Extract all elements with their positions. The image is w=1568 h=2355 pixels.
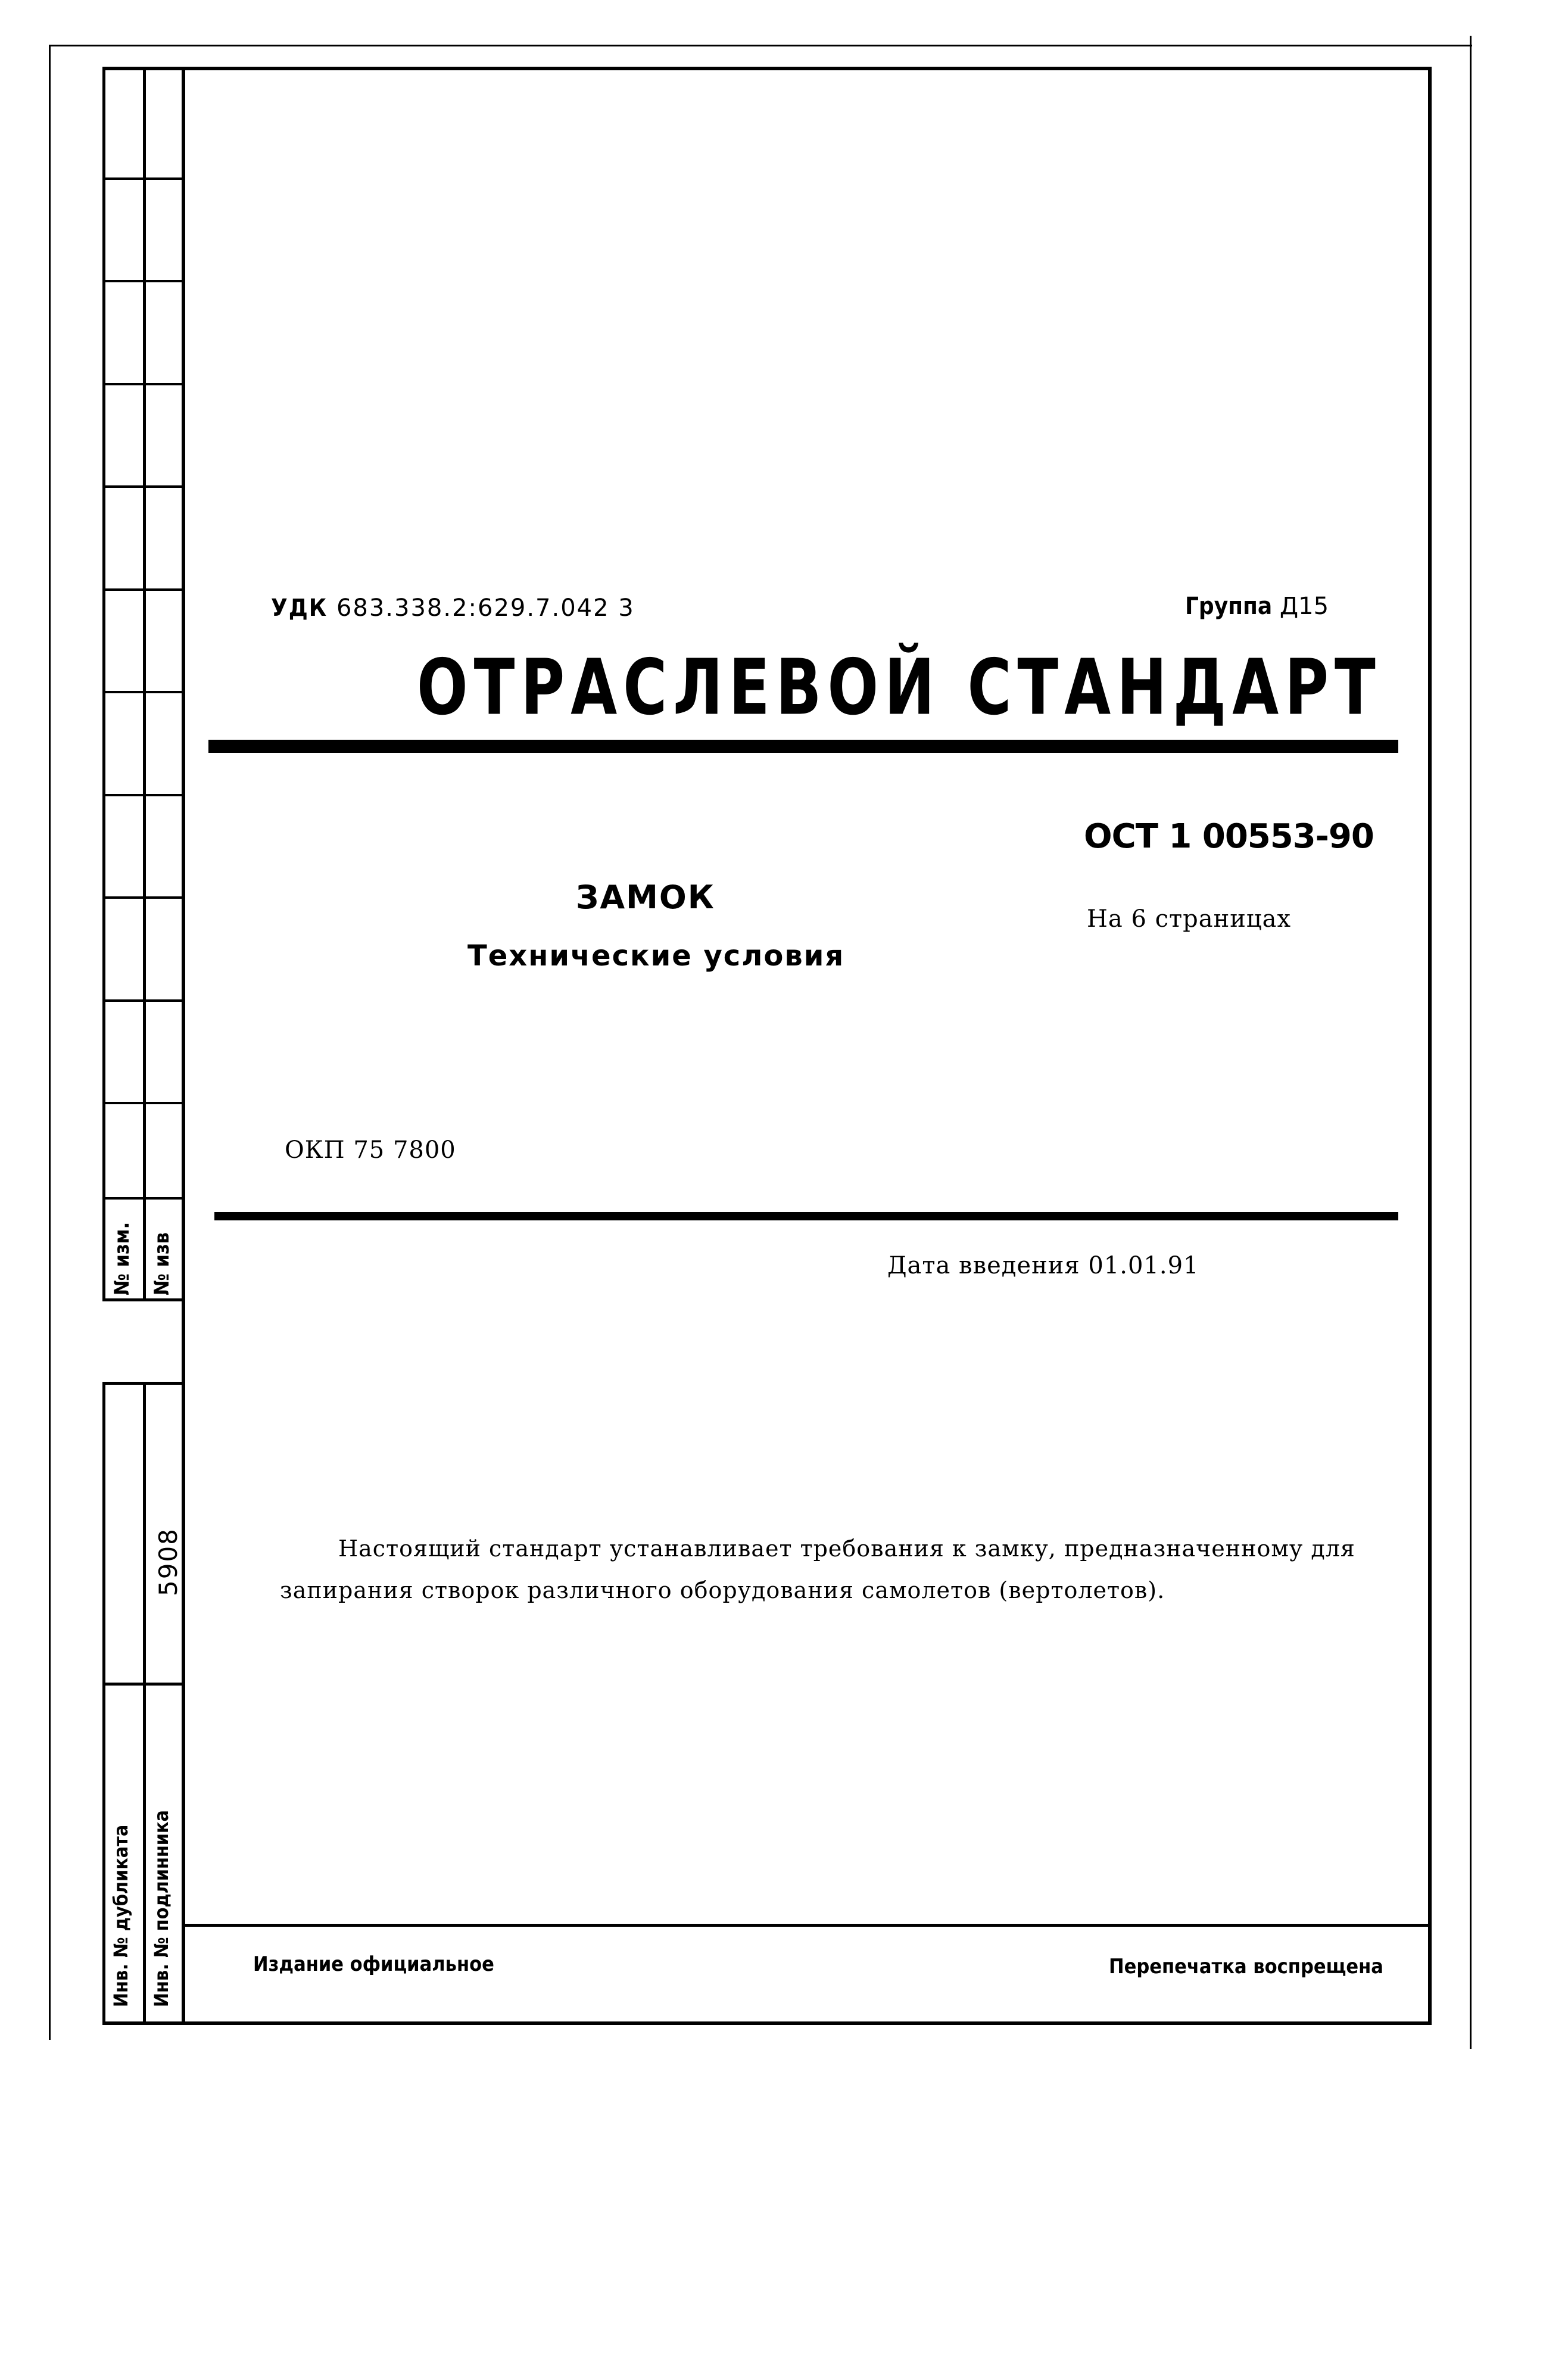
outer-frame-right <box>1470 36 1472 2049</box>
stamp-cell-line <box>102 588 183 591</box>
standard-number: ОСТ 1 00553-90 <box>1084 817 1374 856</box>
stamp-gap-bottom <box>102 1298 185 1301</box>
stamp-cell-line <box>102 1197 183 1200</box>
stamp-cell-line <box>102 691 183 693</box>
stamp-cell-line <box>102 1102 183 1104</box>
group-prefix: Группа <box>1185 593 1273 620</box>
stamp-cell-line <box>102 896 183 899</box>
page-count: На 6 страницах <box>1087 905 1292 933</box>
duplicate-inventory-label: Инв. № дубликата <box>110 1824 132 2007</box>
inventory-number-value: 5908 <box>154 1528 183 1596</box>
outer-frame-top <box>49 45 1472 46</box>
subject-name: ЗАМОК <box>576 879 715 916</box>
inner-frame-left <box>182 67 185 2025</box>
stamp-col-mid-bottom <box>143 1382 146 2025</box>
footer-separator <box>182 1924 1432 1927</box>
stamp-gap-top <box>102 1382 185 1385</box>
stamp-divider <box>102 1683 185 1686</box>
title-rule <box>208 740 1398 753</box>
stamp-cell-line <box>102 485 183 488</box>
scope-line-1: Настоящий стандарт устанавливает требования к замку, предназначенному для <box>338 1535 1355 1562</box>
scope-line-2: запирания створок различного оборудования самолетов (вертолетов). <box>280 1577 1165 1603</box>
group-code <box>1185 593 1329 620</box>
stamp-cell-line <box>102 383 183 385</box>
stamp-cell-line <box>102 280 183 282</box>
udk-value: 683.338.2:629.7.042 3 <box>336 594 635 622</box>
subject-subtitle: Технические условия <box>467 939 845 973</box>
inner-frame-right <box>1428 67 1432 2025</box>
inner-frame-top <box>102 67 1432 70</box>
notice-number-label: № изв <box>150 1232 174 1295</box>
original-inventory-label: Инв. № подлинника <box>150 1810 173 2007</box>
udk-prefix: УДК <box>271 594 328 622</box>
stamp-col-left-top <box>102 67 105 1300</box>
change-number-label: № изм. <box>110 1222 134 1295</box>
stamp-col-mid-top <box>143 67 146 1300</box>
official-edition-note: Издание официальное <box>253 1952 494 1976</box>
outer-frame-left <box>49 45 51 2040</box>
okp-code: ОКП 75 7800 <box>285 1136 456 1164</box>
stamp-cell-line <box>102 177 183 180</box>
introduction-date: Дата введения 01.01.91 <box>887 1252 1199 1279</box>
stamp-col-left-bottom <box>102 1382 105 2025</box>
stamp-cell-line <box>102 794 183 796</box>
reprint-prohibited-note: Перепечатка воспрещена <box>1109 1955 1383 1979</box>
group-value: Д15 <box>1279 593 1329 620</box>
udk-code <box>271 594 635 622</box>
document-title: ОТРАСЛЕВОЙ СТАНДАРТ <box>417 643 1382 733</box>
okp-rule <box>214 1212 1398 1220</box>
stamp-cell-line <box>102 999 183 1002</box>
inner-frame-bottom <box>102 2021 1432 2025</box>
